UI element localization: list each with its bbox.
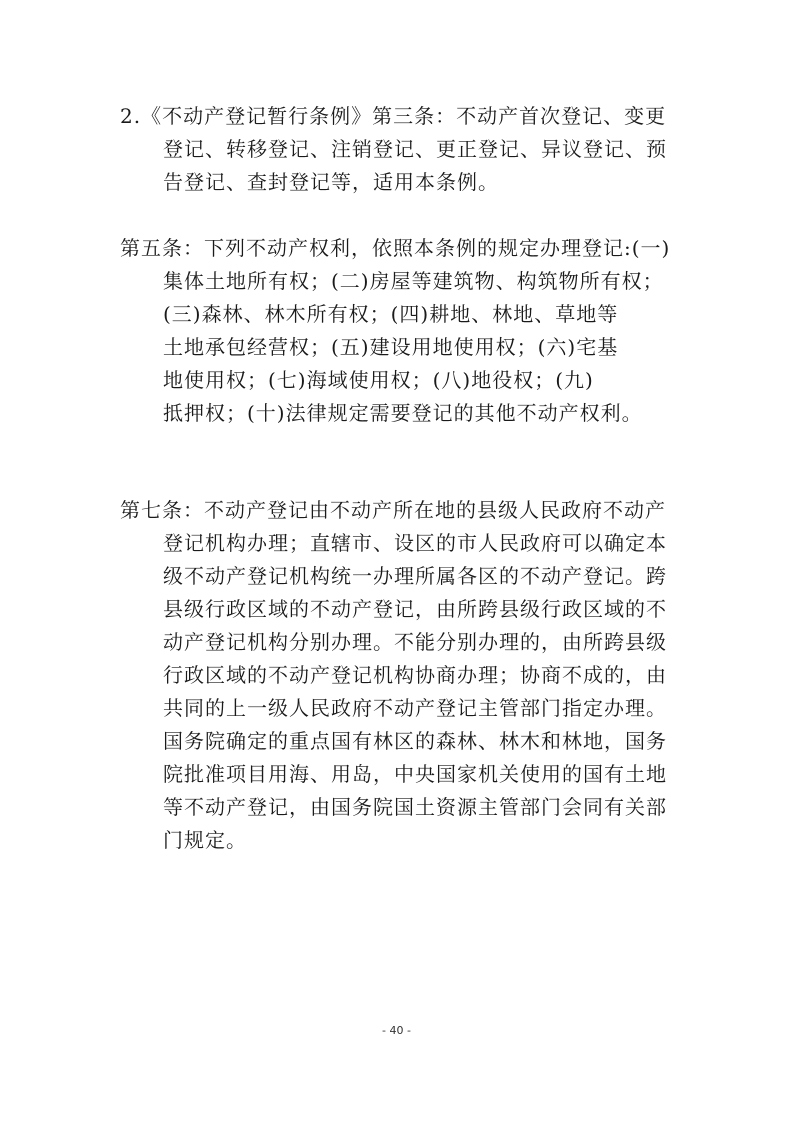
text-line: 共同的上一级人民政府不动产登记主管部门指定办理。 [163, 696, 667, 720]
page-number: - 40 - [382, 1024, 411, 1037]
text-line: 登记机构办理；直辖市、设区的市人民政府可以确定本 [163, 531, 667, 555]
text-line: 第七条：不动产登记由不动产所在地的县级人民政府不动产 [120, 498, 666, 522]
text-line: 地使用权；(七)海域使用权；(八)地役权；(九) [163, 368, 594, 392]
paragraph-article-3 [120, 100, 680, 199]
text-line: 等不动产登记，由国务院国土资源主管部门会同有关部 [163, 795, 667, 819]
text-line: 土地承包经营权；(五)建设用地使用权；(六)宅基 [163, 335, 619, 359]
text-line: 告登记、查封登记等，适用本条例。 [163, 170, 499, 194]
text-line: 第五条：下列不动产权利，依照本条例的规定办理登记:(一) [120, 236, 671, 260]
text-line: 动产登记机构分别办理。不能分别办理的，由所跨县级 [163, 630, 667, 654]
text-line: 院批准项目用海、用岛，中央国家机关使用的国有土地 [163, 762, 667, 786]
text-line: 行政区域的不动产登记机构协商办理；协商不成的，由 [163, 663, 667, 687]
text-line: 集体土地所有权；(二)房屋等建筑物、构筑物所有权； [163, 269, 664, 293]
text-line: 抵押权；(十)法律规定需要登记的其他不动产权利。 [163, 401, 643, 425]
paragraph-article-7 [120, 494, 680, 857]
text-line: (三)森林、林木所有权；(四)耕地、林地、草地等 [163, 302, 619, 326]
text-line: 国务院确定的重点国有林区的森林、林木和林地，国务 [163, 729, 667, 753]
paragraph-article-5 [120, 232, 680, 430]
text-line: 门规定。 [163, 828, 247, 852]
text-line: 级不动产登记机构统一办理所属各区的不动产登记。跨 [163, 564, 667, 588]
text-line: 县级行政区域的不动产登记，由所跨县级行政区域的不 [163, 597, 667, 621]
text-line: 登记、转移登记、注销登记、更正登记、异议登记、预 [163, 137, 667, 161]
text-line: 2.《不动产登记暂行条例》第三条：不动产首次登记、变更 [120, 104, 667, 128]
